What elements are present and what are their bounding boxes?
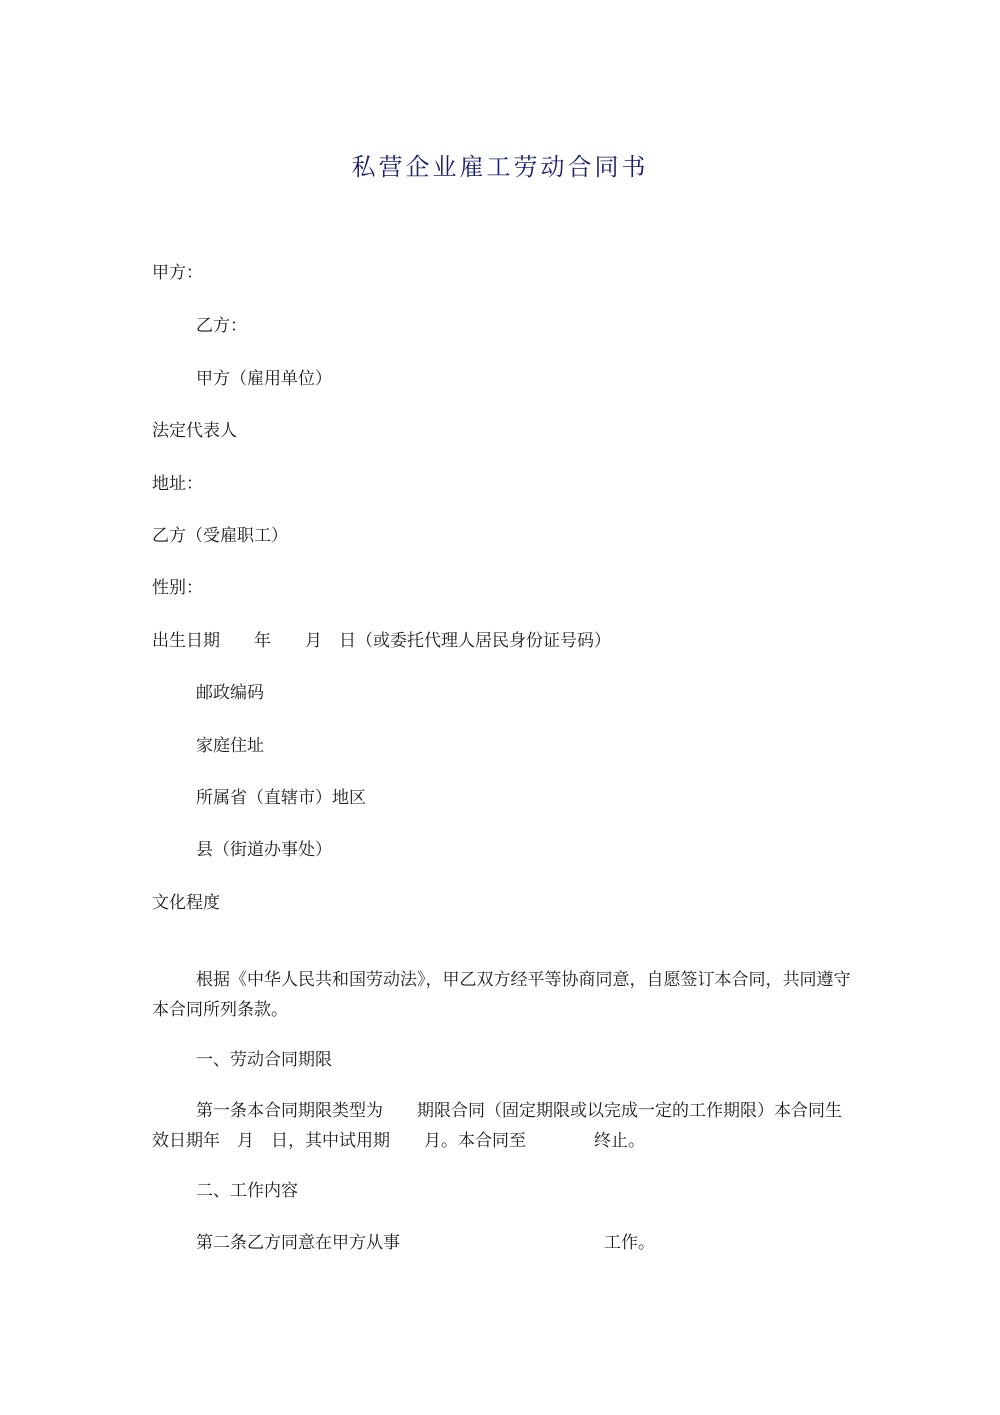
birth-date-line: 出生日期 年 月 日（或委托代理人居民身份证号码） bbox=[152, 631, 611, 651]
gender-line: 性别： bbox=[152, 578, 203, 598]
legal-representative-line: 法定代表人 bbox=[152, 421, 237, 441]
section-1-heading: 一、劳动合同期限 bbox=[196, 1050, 332, 1070]
province-line: 所属省（直辖市）地区 bbox=[196, 788, 366, 808]
section-2-heading: 二、工作内容 bbox=[196, 1181, 298, 1201]
postal-code-line: 邮政编码 bbox=[196, 683, 264, 703]
article-1-paragraph: 第一条本合同期限类型为 期限合同（固定期限或以完成一定的工作期限）本合同生效日期年 月 日，其中试用期 月。本合同至 终止。 bbox=[152, 1101, 842, 1151]
intro-paragraph: 根据《中华人民共和国劳动法》，甲乙双方经平等协商同意，自愿签订本合同，共同遵守本合同所列条款。 bbox=[152, 970, 851, 1020]
address-line: 地址： bbox=[152, 474, 203, 494]
county-line: 县（街道办事处） bbox=[196, 840, 332, 860]
article-2-line: 第二条乙方同意在甲方从事 工作。 bbox=[196, 1233, 655, 1253]
party-a-line: 甲方： bbox=[152, 263, 203, 283]
party-a-unit-line: 甲方（雇用单位） bbox=[196, 369, 332, 389]
home-address-line: 家庭住址 bbox=[196, 736, 264, 756]
document-title: 私营企业雇工劳动合同书 bbox=[351, 153, 649, 181]
party-b-worker-line: 乙方（受雇职工） bbox=[152, 526, 288, 546]
party-b-line: 乙方： bbox=[196, 316, 247, 336]
education-line: 文化程度 bbox=[152, 893, 220, 913]
